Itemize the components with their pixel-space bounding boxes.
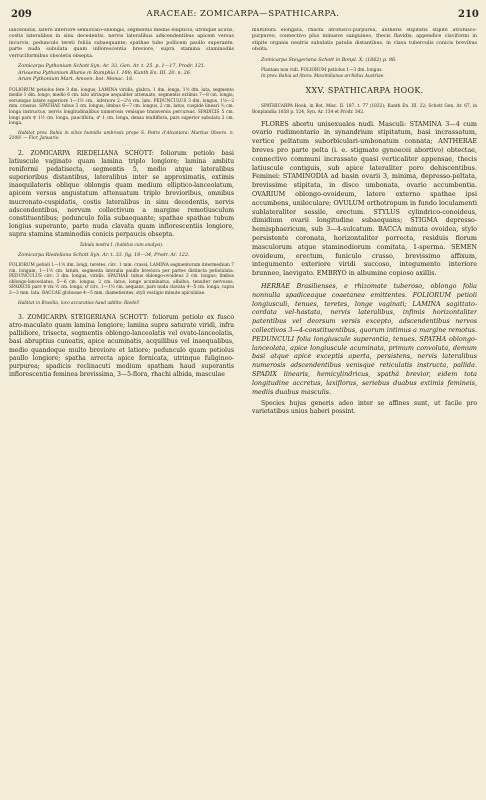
species-description: 2. ZOMICARPA RIEDELIANA SCHOTT: foliorum petiolo basi latiuscule vaginato quam lamina triplo longiore; lamina ambitu reniformi pedatisecta, segmentis 5, medio atque lateralibus superioribus distantibus, lateralibus inter se approximatis, extimis inaequilateris oblique oblongis quam medium elliptico-lanceolatum, apicem versus angustatum attenuatum triplo brevioribus, omnibus mucronato-cuspidatis, costis lateralibus in sinu decedentis, nervis adscendentibus, nervum collectivum a margine remotiusculum constituentibus; pedunculo folia subaequante; spathae spathae tubum longius superante, parte nuda clavata quam inflorescentiis longiore, supra stamina staminodiis conicis perpaucis obsepta. — [9, 149, 234, 238]
measurements-paragraph: FOLIORUM petioli 1—1½ dm. longi, teretes, circ. 1 mm. crassi; LAMINA segmentorum intermedium 7 cm. longum, 1—1½ cm. latum, segmenta lateralia paullo breviora per partes distincta petiolulata. PEDUNCULUS circ. 3 dm. longus, viridis. SPATHAE tubus oblongo-ovoideus 3 cm. longus; limbus oblongo-lanceolatus, 5—6 cm. longus, 2 cm. latus, longe acuminatus, albidus, tenuiter nervosus. SPADICIS pars ♀ vix ½ cm. longa, ♂ circ. 1—1½ cm. aequans, pars nuda clavata 4—5 cm. longa, capra 2—3 mm. lata. BACCAE globosae 4—5 mm. diametientes, styli vestigio minute apiculatae. — [9, 263, 234, 296]
running-header: ARACEAE: ZOMICARPA—SPATHICARPA. — [146, 9, 340, 19]
closing-note: Species hujus generis adeo inter se affines sunt, ut facile pro varietatibus unius haberi possint. — [252, 400, 477, 416]
species-description: 3. ZOMICARPA STEIGERIANA SCHOTT: foliorum petiolo ex fusco atro-maculato quam lamina longiore; lamina supra saturate viridi, infra pallidiore, trisecta, segmentis oblongo-lanceolatis vel ovato-lanceolatis, basi abruptius cuneatis, apice acuminatis, acquilibus vel inaequalibus, medio quandoque multo breviore et latiore; pedunculo quam petiolus paullo longiore; spatha arrecta apice fornicata, utrinque fuligineo-purpurea; spadicis reclinacuti medium spatham haud superantis inflorescentia feminea brevissima, 3—5-flora, rhachi albida, masculae — [9, 314, 234, 378]
page-number-right: 210 — [458, 9, 479, 20]
description-paragraph: lanceolatis, latere inferiore semiovato-oblongis, segmentis mediis ellipticis, utrinque acutis, costis lateralibus in sinu decedentis, nervis lateralibus adscendentibus apicem versus incurvis, pedunculo tereti foliiis subaequante; spathae tubo pollicem paullo superante, parte nuda subulata quam inflorescentia breviore, supra stamina staminodiis verruciformibus obsoletis obsepta. — [9, 28, 234, 59]
page-number-left: 209 — [11, 9, 32, 20]
genus-citation: SPATHICARPA Hook. in Bot. Misc. II. 187. t. 77 (1832); Kunth En. III. 22; Schott Gen. Ar. 67, in Bonplandia 1858 p. 124, Syn. Ar. 134 et Prodr. 342. — [252, 104, 477, 115]
description-paragraph: multiflora elongata, rhachi atrofusco-purpurea, antheris stipitatis stipite atrofusco-purpureo, connectivo plus minusve sanguineo, thecis flavidis; appendice claviformi in stipite organis neutris subulatis patulis distantibus, in clava tuberculis conicis brevibus obsita. — [252, 28, 477, 53]
synonym-citation: Zomicarpa Riedeliana Schott Syn. Ar. t. 33. fig. 18—34, Prodr. Ar. 122. — [18, 252, 190, 258]
habit-description: HERBAE Brasilienses, e rhizomate tuberoso, oblongo folia nonnulla spadiceaque coaetanea emittentes. FOLIORUM petioli longiusculi, tenues, teretes, longe vaginati; LAMINA sagittato-cordata vel-hastata, nervis lateralibus, infimis horizontaliter patentibus vel deorsum versis excepto, adscendentibus nervos collectivos 3—4-constituentibus, quorum intimus a margine remotus. PEDUNCULI folia longiuscule superantia, tenues. SPATHA oblongo-lanceolata, apice longiuscule acuminata, primum convoluta, demum basi atque apice exceptis aperta, persistens, nervis lateralibus numerosis adscendentibus venisque reticulatis instructa, pallida. SPADIX linearis, hemicylindricus, spathâ brevior, eidem tota longitudine accretus, laxiflorus, seriebus duabus extimis femineis, mediis duabus masculis. — [252, 281, 477, 396]
right-column — [252, 28, 477, 788]
measurements-paragraph: FOLIORUM petiolus fere 3 dm. longus; LAMINA viridis, glabra, 1 dm. longa, 1½ dm. lata, segmento medio 1 dm. longo, medio 6 cm. lato utrinque aequaliter attenuato, segmentis extimis 7—8 cm. longis, eorumque latere superiore 1—1½ cm., inferiore 2—2½ cm. lato. PEDUNCULUS 3 dm. longus, 1½—2 mm. crassus. SPATHAE tubus 3 cm. longus; limbus 6—7 cm. longus, 2 cm. latus, cuspide lineari ⅓ cm. longa instructus, nervis longitudinalibus numerosis venisque transversis percursus. SPADICIS 5 cm. longi pars ♀ 1½ cm. longa, pauciflora; ♂ 1 cm. longa, densa multiflora, pars superior subulata 2 cm. longa. — [9, 87, 234, 127]
measurements-paragraph: Plantam non vidi. FOLIORUM petiolus 1—3 dm. longus. — [261, 68, 383, 74]
plate-reference: Tabula nostra I. (habitus cum analysi). — [79, 243, 164, 248]
genus-heading: XXV. SPATHICARPA HOOK. — [305, 86, 424, 96]
synonym-citation: Zomicarpa Pythonium Schott Syn. Ar. 33, Gen. Ar. t. 25. p. 1—17, Prodr. 121. — [18, 64, 206, 70]
genus-description: FLORES abortu unisexuales nudi. Masculi: STAMINA 3—4 cum ovario rudimentario in synandrium stipitatum, basi incrassatum, vertice peltatum suborbiculari-umbonatum connata; ANTHERAE breves pro parte pelta (i. e. stigmate gynoecei abortivo) obtectae, connectivo communi incrassato quasi verticaliter appensae, thecis latiuscule contiguis, sub apice lateraliter poro dehiscentibus. Feminei: STAMINODIA ad basin ovarii 3, minima, depresso-peltata, brevissime stipitata, in disco umbonata, ovario accumbentia. OVARIUM oblongo-ovoideum, latere externo spathae ipsi accumbens, uniloculare; OVULUM orthotropum in fundo loculamenti sublateraliter sessile, erectum. STYLUS cylindrico-conoideus, dimidium ovarii longitudine subaequans; STIGMA depresso-hemisphaericum, sub 3—4-sulcatum. BACCA minuta ovoidea, stylo persistente coronata, horizontaliter porrecta, residuis florum masculorum atque staminodiorum comitata, 1-sperma. SEMEN ovoideum, erectum, funiculo crasso, brevissimo affixum, integumento exteriore viridi succoso, integumento interiore brunneo, laevigato. EMBRYO in albumine copioso axillis. — [252, 119, 477, 278]
synonym-citation: Zomicarpa Steigeriana Schott in Bonpl. X. (1862) p. 86. — [261, 57, 397, 63]
habitat-note: Habitat prov. Bahia in silvis humidis umbrosis prope S. Pedro d'Alcantara: Martius Obsero. n. 2106! — Flor. Januario. — [9, 130, 234, 142]
habitat-note: In prov. Bahia ad litora: Maximilianus archidux Austriae. — [261, 73, 385, 79]
synonym-citation: Arisaema Pythonium Blume in Rumphia I. 108; Kunth En. III. 20. n. 26. — [18, 70, 192, 76]
synonym-citation: Arum Pythonium Mart. Amoen. bot. Monac. 18. — [18, 77, 134, 83]
habitat-note: Habitat in Brasilia, loco accuratius haud addito: Riedel! — [18, 300, 140, 306]
left-column — [9, 28, 234, 788]
